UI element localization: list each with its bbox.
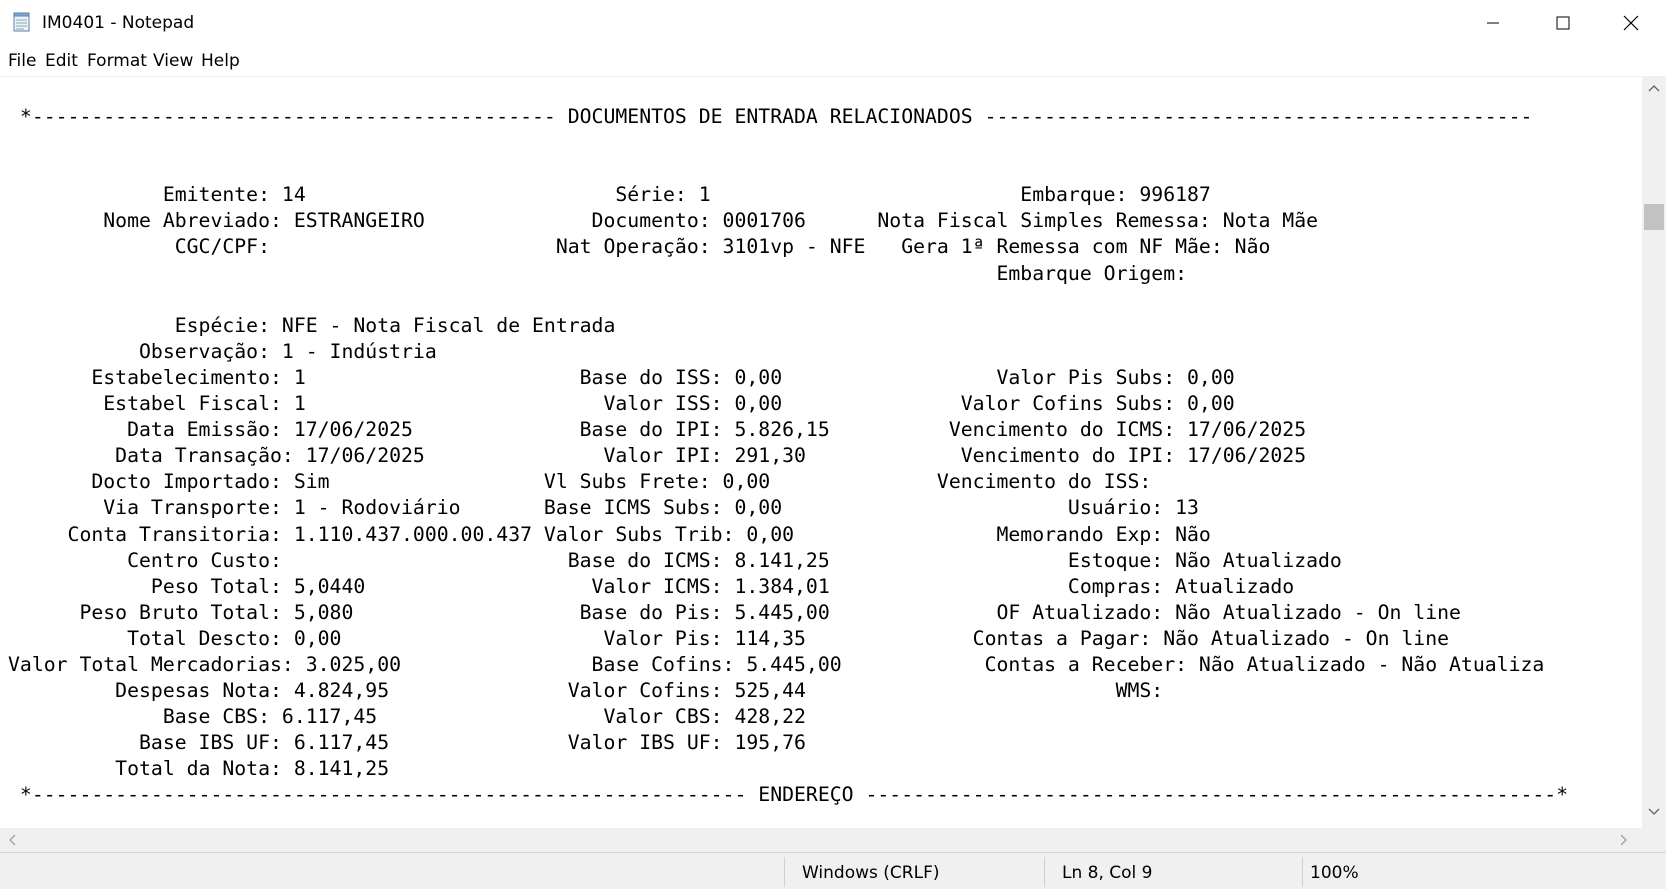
close-button[interactable] (1596, 0, 1666, 46)
cursor-position-status: Ln 8, Col 9 (1062, 863, 1153, 883)
zoom-status: 100% (1310, 863, 1359, 883)
status-divider (1302, 857, 1303, 887)
document-text[interactable]: *-------------------------------------------- DOCUMENTOS DE ENTRADA RELACIONADOS ---------------------------------------------- Emitente: 14 Série: 1 Embarque: 996187 Nome Abreviado: ESTRANGEIRO Documento: 0001706 Nota Fiscal Simples Remessa: Nota Mãe CGC/CPF: Nat Operação: 3101vp - NFE Gera 1ª Remessa com NF Mãe: Não Embarque Origem: Espécie: NFE - Nota Fiscal de Entrada Observação: 1 - Indústria Estabelecimento: 1 Base do ISS: 0,00 Valor Pis Subs: 0,00 Estabel Fiscal: 1 Valor ISS: 0,00 Valor Cofins Subs: 0,00 Data Emissão: 17/06/2025 Base do IPI: 5.826,15 Vencimento do ICMS: 17/06/2025 Data Transação: 17/06/2025 Valor IPI: 291,30 Vencimento do IPI: 17/06/2025 Docto Importado: Sim Vl Subs Frete: 0,00 Vencimento do ISS: Via Transporte: 1 - Rodoviário Base ICMS Subs: 0,00 Usuário: 13 Conta Transitoria: 1.110.437.000.00.437 Valor Subs Trib: 0,00 Memorando Exp: Não Centro Custo: Base do ICMS: 8.141,25 Estoque: Não Atualizado Peso Total: 5,0440 Valor ICMS: 1.384,01 Compras: Atualizado Peso Bruto Total: 5,080 Base do Pis: 5.445,00 OF Atualizado: Não Atualizado - On line Total Descto: 0,00 Valor Pis: 114,35 Contas a Pagar: Não Atualizado - On line Valor Total Mercadorias: 3.025,00 Base Cofins: 5.445,00 Contas a Receber: Não Atualizado - Não Atualiza Despesas Nota: 4.824,95 Valor Cofins: 525,44 WMS: Base CBS: 6.117,45 Valor CBS: 428,22 Base IBS UF: 6.117,45 Valor IBS UF: 195,76 Total da Nota: 8.141,25 *------------------------------------------------------------ ENDEREÇO ----------------------------------------------------------* (8, 105, 1569, 807)
maximize-icon (1556, 16, 1570, 30)
horizontal-scrollbar[interactable] (0, 828, 1642, 852)
menu-help[interactable]: Help (201, 51, 240, 71)
notepad-icon (12, 12, 32, 32)
status-divider (784, 857, 785, 887)
status-bar (0, 852, 1666, 889)
scroll-down-icon[interactable] (1648, 808, 1660, 816)
line-ending-status: Windows (CRLF) (802, 863, 940, 883)
minimize-icon (1486, 16, 1500, 30)
status-divider (1044, 857, 1045, 887)
minimize-button[interactable] (1458, 0, 1528, 46)
close-icon (1623, 15, 1639, 31)
menu-edit[interactable]: Edit (45, 51, 78, 71)
menu-format[interactable]: Format (87, 51, 147, 71)
title-bar (0, 0, 1666, 46)
vertical-scroll-thumb[interactable] (1644, 204, 1664, 230)
scrollbar-corner (1642, 828, 1666, 852)
menu-view[interactable]: View (153, 51, 194, 71)
scroll-up-icon[interactable] (1648, 84, 1660, 92)
text-editor[interactable] (0, 76, 1642, 828)
scroll-left-icon[interactable] (8, 834, 16, 846)
scroll-right-icon[interactable] (1620, 834, 1628, 846)
menu-bar (0, 46, 1666, 76)
maximize-button[interactable] (1528, 0, 1598, 46)
menu-file[interactable]: File (8, 51, 37, 71)
window-title: IM0401 - Notepad (42, 13, 195, 33)
vertical-scrollbar[interactable] (1642, 76, 1666, 828)
